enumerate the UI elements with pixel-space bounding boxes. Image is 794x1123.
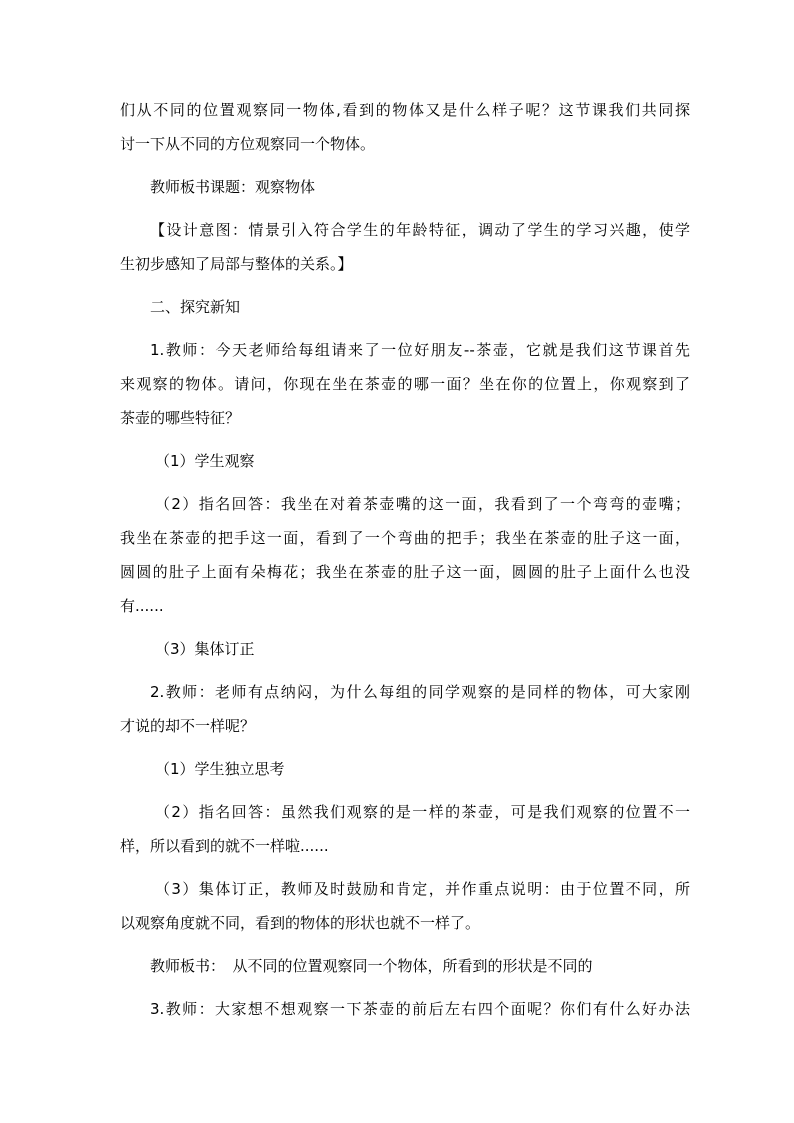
- text-line-18: （1）学生独立思考: [155, 760, 285, 778]
- text-line-1: 们从不同的位置观察同一物体,看到的物体又是什么样子呢？这节课我们共同探: [120, 101, 690, 119]
- text-line-23: 教师板书： 从不同的位置观察同一个物体，所看到的形状是不同的: [150, 957, 593, 975]
- text-line-24: 3.教师：大家想不想观察一下茶壶的前后左右四个面呢？你们有什么好办法: [150, 1000, 690, 1018]
- text-line-10: （1）学生观察: [155, 452, 255, 470]
- text-line-3: 教师板书课题：观察物体: [150, 178, 316, 196]
- text-line-9: 茶壶的哪些特征？: [120, 409, 241, 427]
- text-line-7: 1.教师：今天老师给每组请来了一位好朋友--茶壶，它就是我们这节课首先: [150, 341, 690, 359]
- text-line-21: （3）集体订正，教师及时鼓励和肯定，并作重点说明：由于位置不同，所: [155, 880, 690, 898]
- text-line-2: 讨一下从不同的方位观察同一个物体。: [120, 135, 376, 153]
- text-line-20: 样，所以看到的就不一样啦......: [120, 837, 329, 855]
- text-line-12: 我坐在茶壶的把手这一面，看到了一个弯曲的把手；我坐在茶壶的肚子这一面，: [120, 529, 690, 547]
- text-line-8: 来观察的物体。请问，你现在坐在茶壶的哪一面？坐在你的位置上，你观察到了: [120, 375, 690, 393]
- text-line-11: （2）指名回答：我坐在对着茶壶嘴的这一面，我看到了一个弯弯的壶嘴；: [155, 495, 690, 513]
- text-line-13: 圆圆的肚子上面有朵梅花；我坐在茶壶的肚子这一面，圆圆的肚子上面什么也没: [120, 563, 690, 581]
- text-line-15: （3）集体订正: [155, 640, 255, 658]
- text-line-22: 以观察角度就不同，看到的物体的形状也就不一样了。: [120, 914, 481, 932]
- text-line-4: 【设计意图：情景引入符合学生的年龄特征，调动了学生的学习兴趣，使学: [150, 221, 690, 239]
- text-line-19: （2）指名回答：虽然我们观察的是一样的茶壶，可是我们观察的位置不一: [155, 803, 690, 821]
- section-heading: 二、探究新知: [150, 298, 241, 316]
- text-line-16: 2.教师：老师有点纳闷，为什么每组的同学观察的是同样的物体，可大家刚: [150, 683, 690, 701]
- text-line-14: 有......: [120, 597, 164, 615]
- text-line-17: 才说的却不一样呢？: [120, 717, 256, 735]
- text-line-5: 生初步感知了局部与整体的关系。】: [120, 255, 353, 273]
